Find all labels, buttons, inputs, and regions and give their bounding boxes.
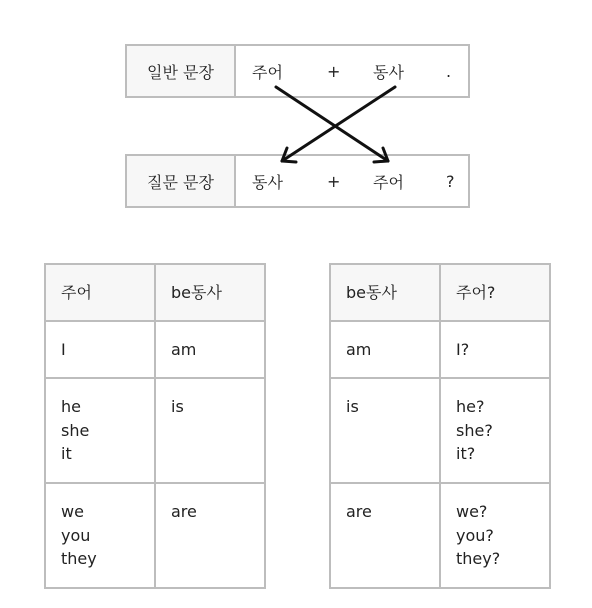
question-subject: 주어 bbox=[373, 172, 404, 192]
subject-question-cell bbox=[440, 483, 550, 588]
cell-text: it bbox=[61, 444, 72, 463]
be-verb-cell bbox=[330, 321, 440, 378]
cell-text: he? bbox=[456, 397, 485, 416]
cell-text: they bbox=[61, 549, 97, 568]
cell-text: are bbox=[346, 502, 372, 521]
subject-cell bbox=[45, 321, 155, 378]
be-verb-cell bbox=[155, 378, 265, 483]
cell-text: she bbox=[61, 420, 90, 440]
header-subject: 주어 bbox=[45, 264, 155, 321]
affirmative-be-table bbox=[44, 263, 266, 589]
verb-to-front-arrow bbox=[282, 87, 395, 162]
question-sentence-box bbox=[125, 154, 470, 208]
cell-text: you bbox=[61, 525, 91, 545]
cell-text: we? bbox=[456, 502, 488, 521]
question-label: 질문 문장 bbox=[127, 156, 236, 206]
cell-text: is bbox=[171, 397, 184, 416]
subject-question-cell bbox=[440, 321, 550, 378]
question-be-table bbox=[329, 263, 551, 589]
statement-verb: 동사 bbox=[373, 62, 404, 82]
cell-text: we bbox=[61, 502, 84, 521]
cell-text: I? bbox=[456, 339, 470, 359]
header-be-verb: be동사 bbox=[330, 264, 440, 321]
cell-text: I bbox=[61, 339, 66, 359]
cell-text: he bbox=[61, 397, 81, 416]
cell-text: it? bbox=[456, 444, 476, 463]
header-be-verb: be동사 bbox=[155, 264, 265, 321]
subject-to-back-arrow bbox=[276, 87, 388, 162]
question-mark: ? bbox=[446, 171, 455, 191]
statement-subject: 주어 bbox=[252, 62, 283, 82]
question-verb: 동사 bbox=[252, 172, 283, 192]
cell-text: she? bbox=[456, 420, 493, 440]
cell-text: you? bbox=[456, 525, 494, 545]
subject-cell bbox=[45, 483, 155, 588]
cell-text: am bbox=[171, 339, 197, 359]
statement-label: 일반 문장 bbox=[127, 46, 236, 96]
subject-cell bbox=[45, 378, 155, 483]
statement-plus: + bbox=[327, 61, 341, 81]
subject-question-cell bbox=[440, 378, 550, 483]
be-verb-cell bbox=[330, 483, 440, 588]
cell-text: they? bbox=[456, 549, 501, 568]
header-subject-question: 주어? bbox=[440, 264, 550, 321]
question-plus: + bbox=[327, 171, 341, 191]
cell-text: is bbox=[346, 397, 359, 416]
statement-sentence-box bbox=[125, 44, 470, 98]
cell-text: are bbox=[171, 502, 197, 521]
statement-period: . bbox=[446, 61, 452, 81]
be-verb-cell bbox=[155, 483, 265, 588]
be-verb-cell bbox=[155, 321, 265, 378]
cell-text: am bbox=[346, 339, 372, 359]
be-verb-cell bbox=[330, 378, 440, 483]
